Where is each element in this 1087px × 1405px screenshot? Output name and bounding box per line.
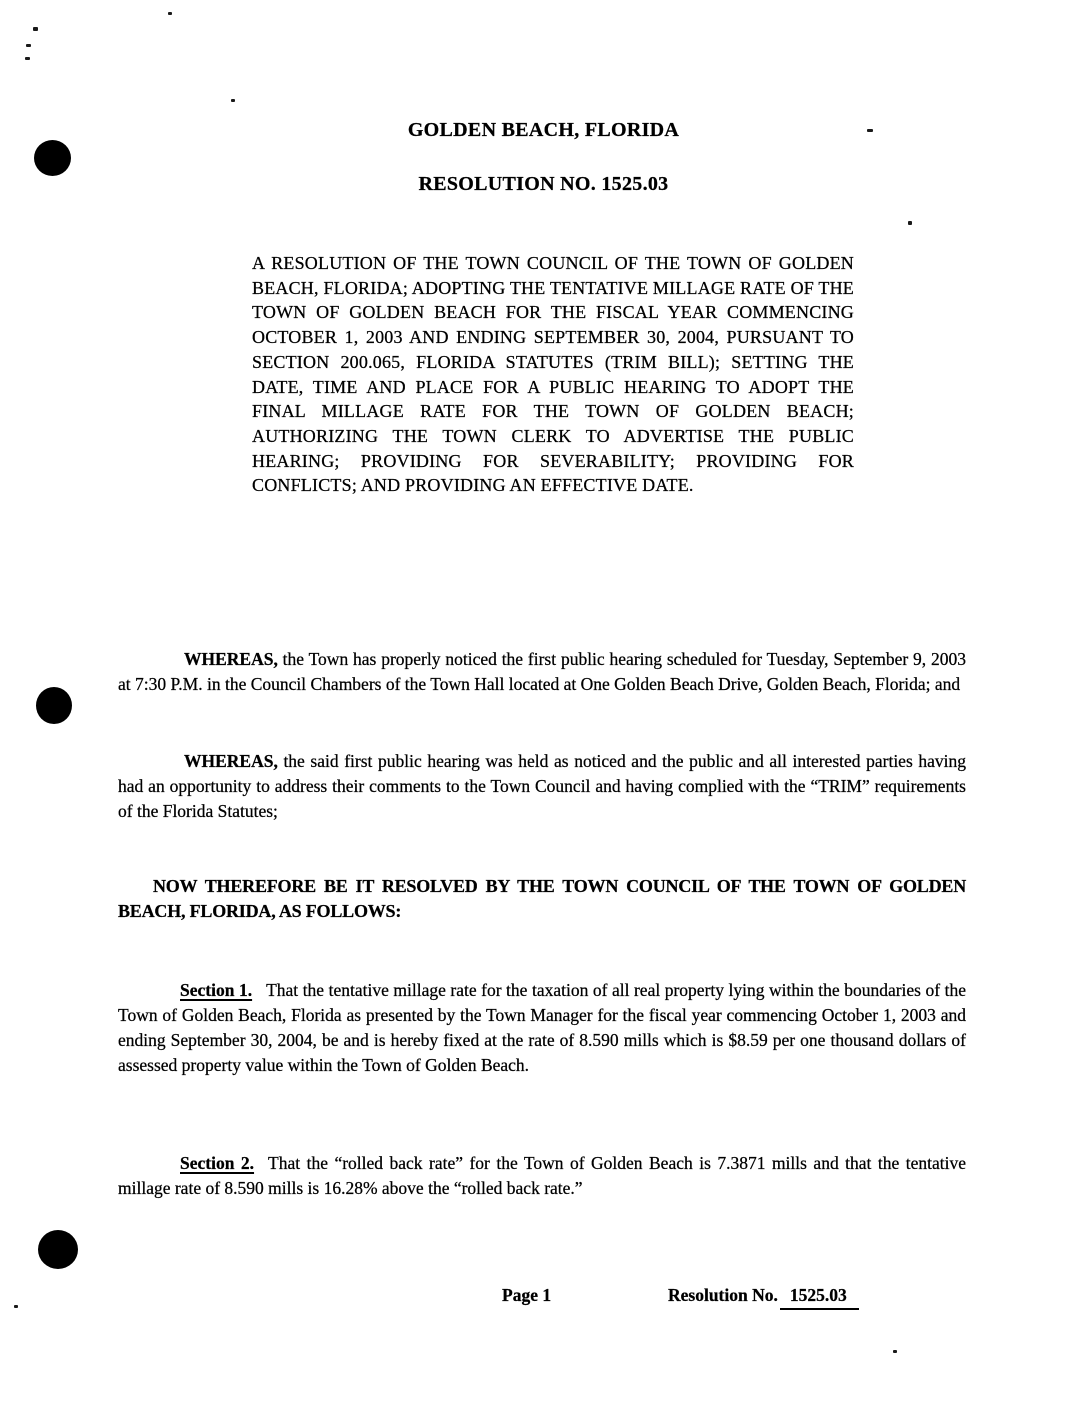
- page-number: Page 1: [502, 1285, 552, 1305]
- scan-speck: [25, 57, 30, 60]
- whereas-label: WHEREAS,: [184, 750, 278, 771]
- section-1-paragraph: [118, 978, 966, 1079]
- scan-speck: [168, 12, 172, 15]
- section-2-paragraph: [118, 1151, 966, 1202]
- scan-speck: [231, 99, 235, 102]
- scan-speck: [33, 27, 38, 31]
- hole-punch-mark: [34, 140, 71, 176]
- scan-speck: [26, 44, 31, 47]
- footer-resolution-label: Resolution No.: [668, 1285, 778, 1305]
- section-2-text: That the “rolled back rate” for the Town of Golden Beach is 7.3871 mills and that the tentative millage rate of 8.590 mills is 16.28% above the “rolled back rate.”: [118, 1152, 966, 1198]
- whereas-label: WHEREAS,: [184, 648, 278, 669]
- document-location-title: GOLDEN BEACH, FLORIDA: [407, 119, 680, 141]
- whereas-text: the said first public hearing was held as noticed and the public and all interested parties having had an opportunity to address their comments to the Town Council and having complied with the “TRIM” requirements of the Florida Statutes;: [118, 750, 966, 822]
- whereas-clause-1: [118, 647, 966, 698]
- scan-speck: [908, 221, 912, 225]
- scan-speck: [14, 1305, 18, 1308]
- section-1-label: Section 1.: [180, 979, 253, 1000]
- resolved-clause: NOW THEREFORE BE IT RESOLVED BY THE TOWN COUNCIL OF THE TOWN OF GOLDEN BEACH, FLORIDA, AS FOLLOWS:: [118, 876, 966, 922]
- section-2-label: Section 2.: [180, 1152, 255, 1173]
- resolution-preamble: A RESOLUTION OF THE TOWN COUNCIL OF THE TOWN OF GOLDEN BEACH, FLORIDA; ADOPTING THE TENTATIVE MILLAGE RATE OF THE TOWN OF GOLDEN BEACH FOR THE FISCAL YEAR COMMENCING OCTOBER 1, 2003 AND ENDING SEPTEMBER 30, 2004, PURSUANT TO SECTION 200.065, FLORIDA STATUTES (TRIM BILL); SETTING THE DATE, TIME AND PLACE FOR A PUBLIC HEARING TO ADOPT THE FINAL MILLAGE RATE FOR THE TOWN OF GOLDEN BEACH; AUTHORIZING THE TOWN CLERK TO ADVERTISE THE PUBLIC HEARING; PROVIDING FOR SEVERABILITY; PROVIDING FOR CONFLICTS; AND PROVIDING AN EFFECTIVE DATE.: [252, 253, 854, 496]
- footer-resolution-number: 1525.03: [780, 1285, 859, 1310]
- hole-punch-mark: [36, 687, 72, 724]
- footer-resolution: [668, 1285, 859, 1310]
- resolution-number-title: RESOLUTION NO. 1525.03: [418, 173, 669, 195]
- section-1-text: That the tentative millage rate for the taxation of all real property lying within the boundaries of the Town of Golden Beach, Florida as presented by the Town Manager for the fiscal year commencing October 1, 2003 and ending September 30, 2004, be and is hereby fixed at the rate of 8.590 mills which is $8.59 per one thousand dollars of assessed property value within the Town of Golden Beach.: [118, 979, 966, 1076]
- whereas-clause-2: [118, 749, 966, 825]
- hole-punch-mark: [38, 1230, 78, 1269]
- scan-speck: [893, 1350, 897, 1353]
- whereas-text: the Town has properly noticed the first public hearing scheduled for Tuesday, September 9, 2003 at 7:30 P.M. in the Council Chambers of the Town Hall located at One Golden Beach Drive, Golden Beach, Florida; and: [118, 648, 966, 694]
